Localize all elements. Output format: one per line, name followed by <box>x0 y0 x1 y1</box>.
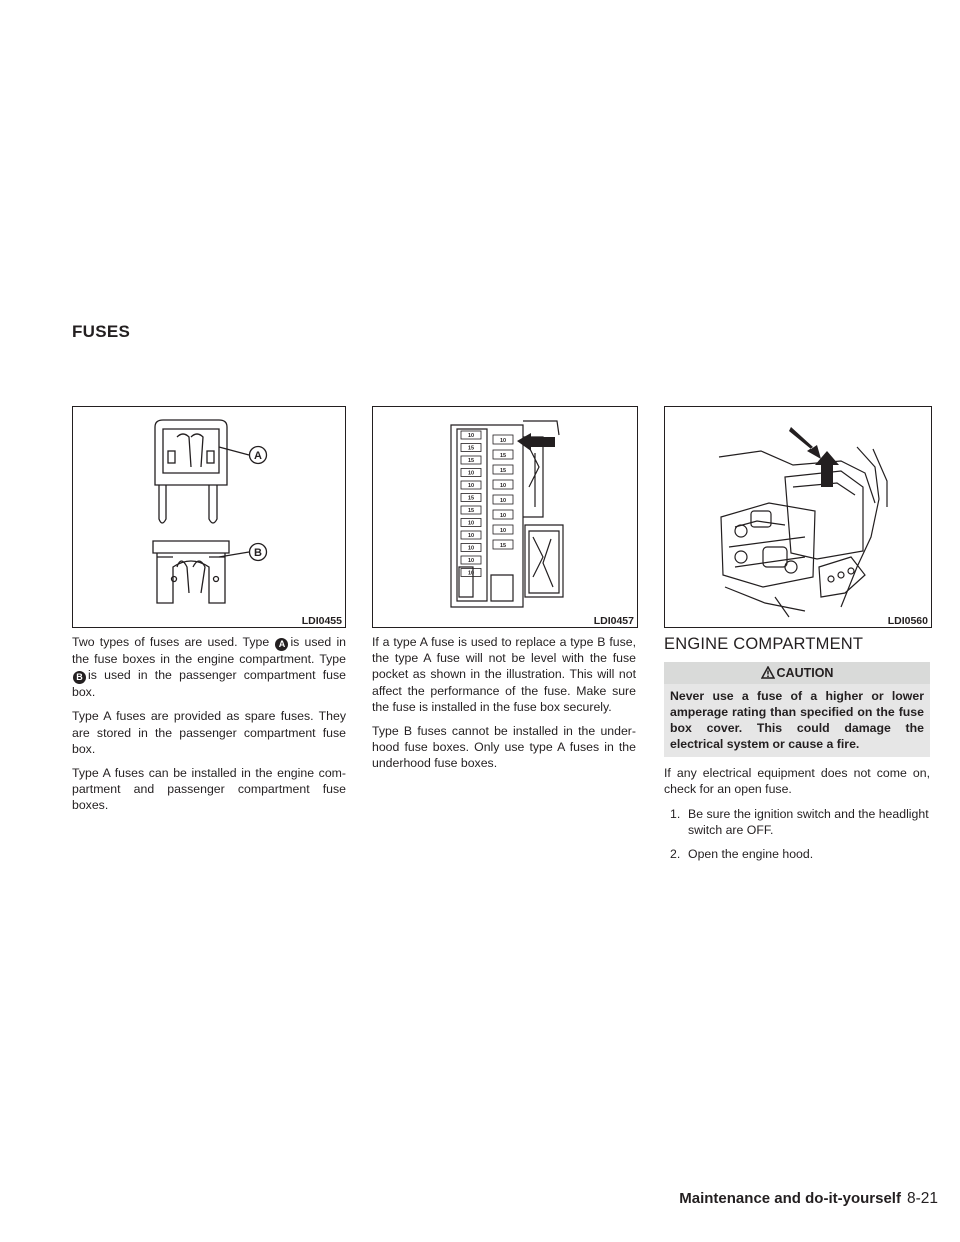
fuse-rating-label: 10 <box>467 570 475 577</box>
fuse-rating-label: 10 <box>467 533 475 539</box>
paragraph-fuse-types: Two types of fuses are used. Type A is used in the fuse boxes in the engine compartment. Type B is used in the passenger compartment fuse box. <box>72 635 347 700</box>
caution-box <box>664 662 930 757</box>
fuse-rating-label: 15 <box>499 468 507 474</box>
fuse-rating-label: 15 <box>499 543 507 549</box>
fuse-rating-label: 15 <box>499 453 507 459</box>
chapter-title: Maintenance and do-it-yourself <box>679 1190 901 1207</box>
paragraph-type-a-install: Type A fuses can be installed in the engine com-partment and passenger compartment fuse boxes. <box>72 766 346 813</box>
steps-list <box>664 806 930 863</box>
caution-header <box>664 662 930 684</box>
arrow-icon <box>789 427 821 459</box>
marker-b-icon: B <box>73 671 86 684</box>
column-2 <box>372 634 636 780</box>
page-number: 8-21 <box>906 1190 938 1207</box>
paragraph-type-b-install: Type B fuses cannot be installed in the under-hood fuse boxes. Only use type A fuses in the underhood fuse boxes. <box>372 724 636 771</box>
fuse-rating-label: 10 <box>467 483 475 489</box>
figure-label: LDI0457 <box>593 615 634 627</box>
heading-engine-compartment: ENGINE COMPARTMENT <box>664 635 864 653</box>
column-3 <box>664 636 930 870</box>
engine-compartment-illustration <box>665 407 931 627</box>
figure-fuse-box <box>372 406 638 628</box>
figure-label: LDI0560 <box>887 615 928 627</box>
list-item: 1. Be sure the ignition switch and the headlight switch are OFF. <box>670 806 929 837</box>
column-1 <box>72 634 346 822</box>
figure-label: LDI0455 <box>301 615 342 627</box>
fuse-rating-label: 10 <box>499 438 507 444</box>
fuse-rating-label: 15 <box>467 445 475 452</box>
fuse-rating-label: 10 <box>467 545 475 552</box>
paragraph-spare-fuses: Type A fuses are provided as spare fuses. They are stored in the passenger compartment fuse box. <box>72 709 346 756</box>
fuse-rating-label: 10 <box>467 433 475 439</box>
fuse-rating-label: 10 <box>499 483 507 489</box>
fuse-rating-label: 10 <box>467 558 475 564</box>
caution-title: CAUTION <box>776 666 834 681</box>
fuse-rating-label: 10 <box>467 520 475 527</box>
paragraph-type-a-replace: If a type A fuse is used to replace a type B fuse, the type A fuse will not be level with the fuse pocket as shown in the illustration. This will not affect the performance of the fuse. Make sure the fuse is installed in the fuse box securely. <box>372 635 636 714</box>
marker-a-icon: A <box>275 638 288 651</box>
callout-a: A <box>254 450 262 462</box>
fuse-rating-label: 10 <box>499 498 507 504</box>
fuse-rating-label: 15 <box>467 508 475 514</box>
list-item: 2. Open the engine hood. <box>670 847 814 862</box>
fuse-rating-label: 10 <box>467 470 475 477</box>
page-footer <box>679 1190 938 1208</box>
fuse-box-illustration <box>373 407 637 627</box>
fuse-rating-label: 15 <box>467 495 475 502</box>
warning-icon <box>761 666 775 679</box>
caution-text: Never use a fuse of a higher or lower amperage rating than specified on the fuse box cover. This could damage the electrical system or cause a fire. <box>664 684 930 757</box>
fuse-types-illustration <box>73 407 345 627</box>
figure-fuse-types <box>72 406 346 628</box>
fuse-rating-label: 10 <box>499 528 507 534</box>
fuse-rating-label: 10 <box>499 513 507 519</box>
callout-b: B <box>254 547 262 559</box>
figure-engine-compartment <box>664 406 932 628</box>
section-title: FUSES <box>72 322 131 341</box>
fuse-rating-label: 15 <box>467 458 475 464</box>
paragraph-intro: If any electrical equipment does not come on, check for an open fuse. <box>664 766 930 797</box>
